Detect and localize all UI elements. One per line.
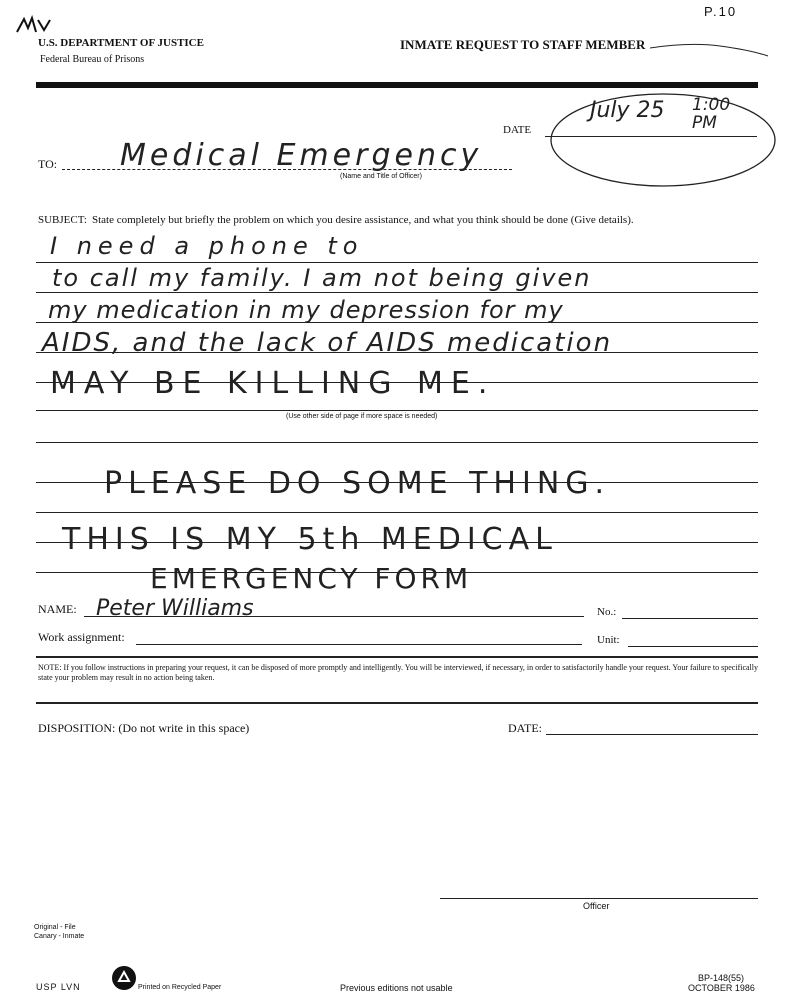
handwritten-line: EMERGENCY FORM bbox=[150, 562, 473, 595]
subject-line bbox=[36, 410, 758, 411]
title-underline-scribble bbox=[650, 40, 770, 60]
recycle-icon bbox=[110, 964, 138, 992]
subject-label: SUBJECT: bbox=[38, 214, 87, 226]
handwritten-line: my medication in my depression for my bbox=[48, 296, 564, 324]
recycled-note: Printed on Recycled Paper bbox=[138, 984, 222, 991]
unit-label: Unit: bbox=[597, 634, 620, 646]
number-line bbox=[622, 618, 758, 619]
handwritten-line: to call my family. I am not being given bbox=[52, 264, 592, 292]
note-divider bbox=[36, 656, 758, 658]
date-circle bbox=[545, 88, 785, 198]
work-assignment-line bbox=[136, 644, 582, 645]
officer-signature-line bbox=[440, 898, 758, 899]
handwritten-line: THIS IS MY 5th MEDICAL bbox=[62, 522, 558, 557]
unit-line bbox=[628, 646, 758, 647]
to-caption: (Name and Title of Officer) bbox=[340, 173, 422, 180]
disposition-divider bbox=[36, 702, 758, 704]
department-name: U.S. DEPARTMENT OF JUSTICE bbox=[38, 37, 204, 49]
handwritten-line: MAY BE KILLING ME. bbox=[50, 366, 496, 401]
subject-line bbox=[36, 442, 758, 443]
name-value: Peter Williams bbox=[96, 596, 254, 621]
footer-editions: Previous editions not usable bbox=[340, 983, 453, 993]
to-label: TO: bbox=[38, 157, 58, 171]
handwritten-line: AIDS, and the lack of AIDS medication bbox=[42, 328, 613, 358]
form-edition: OCTOBER 1986 bbox=[688, 983, 755, 993]
copy-original: Original - File bbox=[34, 924, 76, 931]
bureau-name: Federal Bureau of Prisons bbox=[40, 54, 145, 65]
officer-label: Officer bbox=[583, 901, 610, 911]
disposition-date-label: DATE: bbox=[508, 721, 542, 735]
page-mark: P.10 bbox=[704, 4, 738, 19]
disposition-label: DISPOSITION: (Do not write in this space) bbox=[38, 721, 250, 735]
form-title: INMATE REQUEST TO STAFF MEMBER bbox=[400, 37, 646, 52]
disposition-date-line bbox=[546, 734, 758, 735]
subject-instructions: State completely but briefly the problem on which you desire assistance, and what you think should be done (Give details). bbox=[92, 214, 634, 226]
fax-logo-icon bbox=[14, 14, 54, 38]
date-label: DATE bbox=[503, 124, 532, 136]
more-space-note: (Use other side of page if more space is needed) bbox=[286, 413, 438, 420]
date-time: 1:00 PM bbox=[692, 95, 731, 133]
footer-institution: USP LVN bbox=[36, 982, 81, 992]
copy-canary: Canary - Inmate bbox=[34, 933, 85, 940]
date-line bbox=[545, 136, 757, 137]
date-value: July 25 bbox=[590, 98, 665, 123]
number-label: No.: bbox=[597, 606, 617, 618]
note-text: NOTE: If you follow instructions in preparing your request, it can be disposed of more promptly and intelligently. You will be interviewed, if necessary, in order to satisfactorily handle your request. Your failure to specifically state your problem may result in no action being taken. bbox=[38, 663, 758, 682]
form-number: BP-148(55) bbox=[698, 973, 745, 983]
work-assignment-label: Work assignment: bbox=[38, 630, 125, 644]
subject-line bbox=[36, 292, 758, 293]
handwritten-line: I need a phone to bbox=[50, 232, 364, 260]
subject-line bbox=[36, 512, 758, 513]
subject-line bbox=[36, 262, 758, 263]
name-label: NAME: bbox=[38, 602, 77, 616]
handwritten-line: PLEASE DO SOME THING. bbox=[104, 466, 611, 501]
to-value: Medical Emergency bbox=[120, 138, 483, 173]
